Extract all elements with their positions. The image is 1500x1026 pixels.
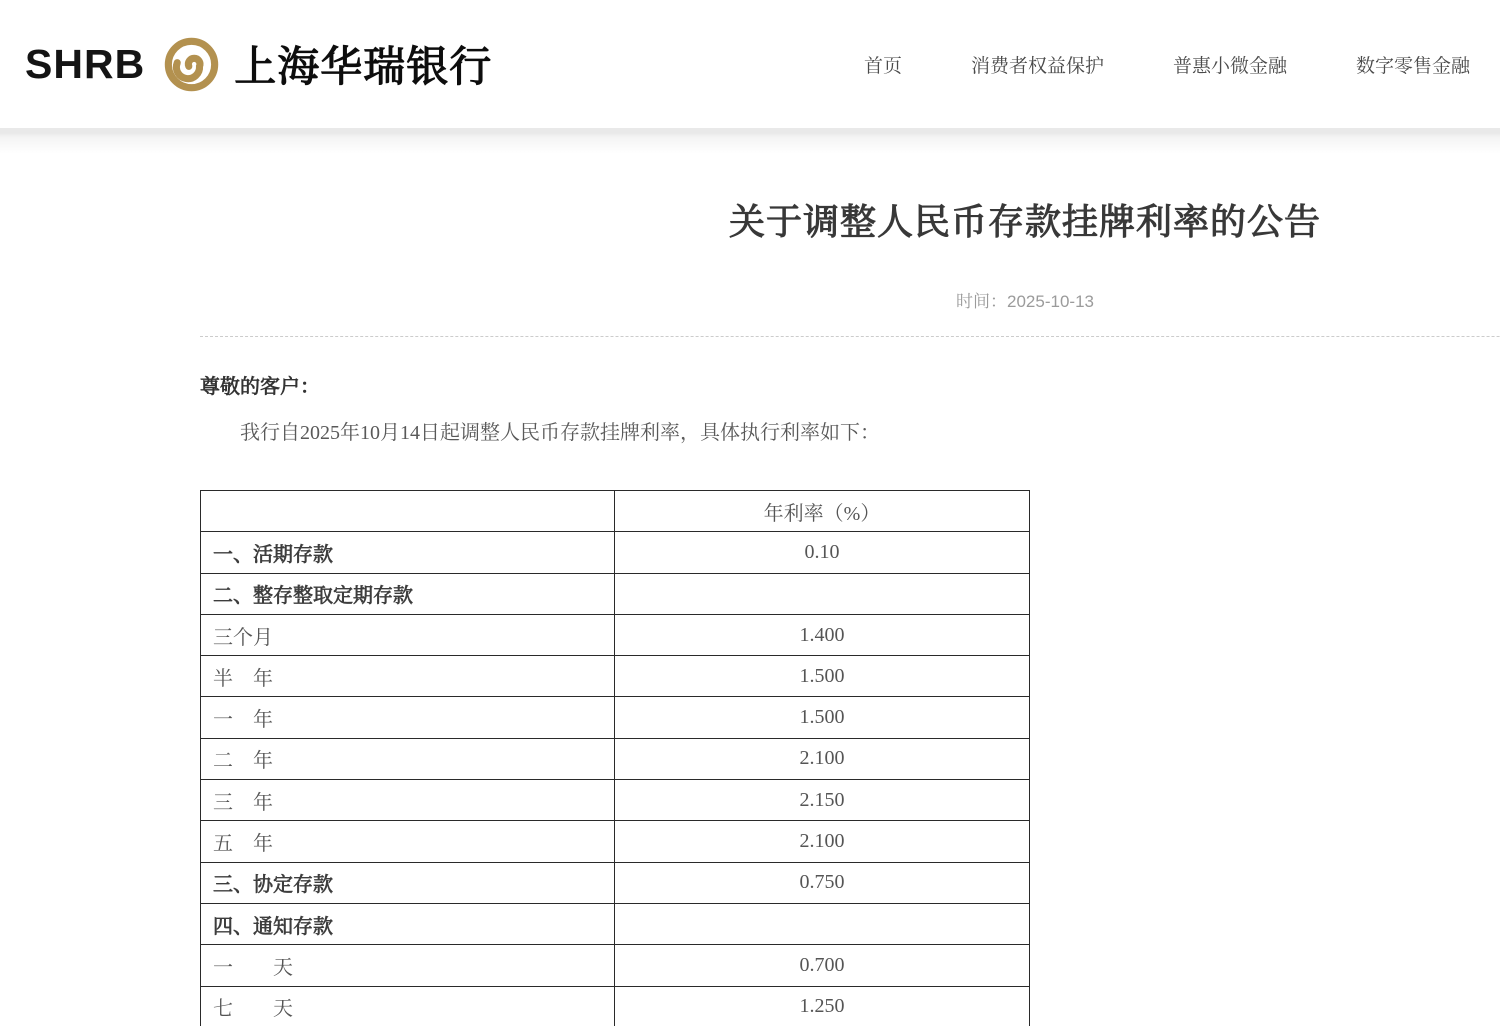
table-row (201, 738, 1030, 779)
deposit-type-cell: 三个月 (201, 614, 615, 655)
table-row (201, 945, 1030, 986)
deposit-type-cell: 七 天 (201, 986, 615, 1026)
annual-rate-header: 年利率（%） (615, 491, 1030, 532)
announcement-paragraph: 我行自2025年10月14日起调整人民币存款挂牌利率，具体执行利率如下： (240, 422, 880, 444)
rate-cell (615, 903, 1030, 944)
table-row (201, 697, 1030, 738)
publish-time (200, 287, 1500, 312)
nav-item-0[interactable]: 首页 (863, 55, 902, 77)
bank-name-text: 上海华瑞银行 (234, 45, 493, 91)
deposit-type-cell: 半 年 (201, 656, 615, 697)
table-row (201, 903, 1030, 944)
rate-table (200, 490, 1030, 1026)
site-header (0, 0, 1500, 128)
deposit-type-cell: 二 年 (201, 738, 615, 779)
rate-cell: 1.500 (615, 697, 1030, 738)
nav-item-3[interactable]: 数字零售金融 (1355, 55, 1470, 77)
deposit-type-cell: 二、整存整取定期存款 (201, 573, 615, 614)
deposit-type-cell: 一 年 (201, 697, 615, 738)
header-divider (0, 128, 1500, 158)
rate-cell: 0.750 (615, 862, 1030, 903)
deposit-type-cell: 一、活期存款 (201, 532, 615, 573)
main-nav (864, 0, 1470, 128)
deposit-type-cell: 三 年 (201, 780, 615, 821)
table-row (201, 573, 1030, 614)
rate-cell: 0.700 (615, 945, 1030, 986)
nav-item-2[interactable]: 普惠小微金融 (1172, 55, 1287, 77)
rate-cell: 2.100 (615, 738, 1030, 779)
publish-time-label: 时间： (956, 292, 1008, 311)
dashed-divider (200, 336, 1500, 337)
article-content (200, 194, 1500, 1026)
rate-table-body (201, 532, 1030, 1026)
deposit-type-cell: 四、通知存款 (201, 903, 615, 944)
rate-cell: 2.100 (615, 821, 1030, 862)
table-row (201, 532, 1030, 573)
deposit-type-cell: 一 天 (201, 945, 615, 986)
greeting-text: 尊敬的客户： (200, 376, 320, 398)
table-row (201, 821, 1030, 862)
bank-swirl-icon (163, 36, 220, 93)
rate-cell: 2.150 (615, 780, 1030, 821)
deposit-type-header (201, 491, 615, 532)
table-row (201, 656, 1030, 697)
rate-cell: 1.400 (615, 614, 1030, 655)
rate-cell: 1.500 (615, 656, 1030, 697)
publish-time-value: 2025-10-13 (1007, 292, 1094, 311)
table-row (201, 862, 1030, 903)
table-row (201, 986, 1030, 1026)
rate-cell: 0.10 (615, 532, 1030, 573)
rate-cell: 1.250 (615, 986, 1030, 1026)
rate-cell (615, 573, 1030, 614)
table-row (201, 614, 1030, 655)
shrb-logo-text: SHRB (25, 40, 146, 87)
deposit-type-cell: 三、协定存款 (201, 862, 615, 903)
deposit-type-cell: 五 年 (201, 821, 615, 862)
table-row (201, 780, 1030, 821)
nav-item-1[interactable]: 消费者权益保护 (970, 55, 1104, 77)
article-body (200, 370, 1500, 1026)
bank-logo[interactable] (25, 34, 492, 94)
table-header-row (201, 491, 1030, 532)
page-title: 关于调整人民币存款挂牌利率的公告 (728, 201, 1321, 242)
